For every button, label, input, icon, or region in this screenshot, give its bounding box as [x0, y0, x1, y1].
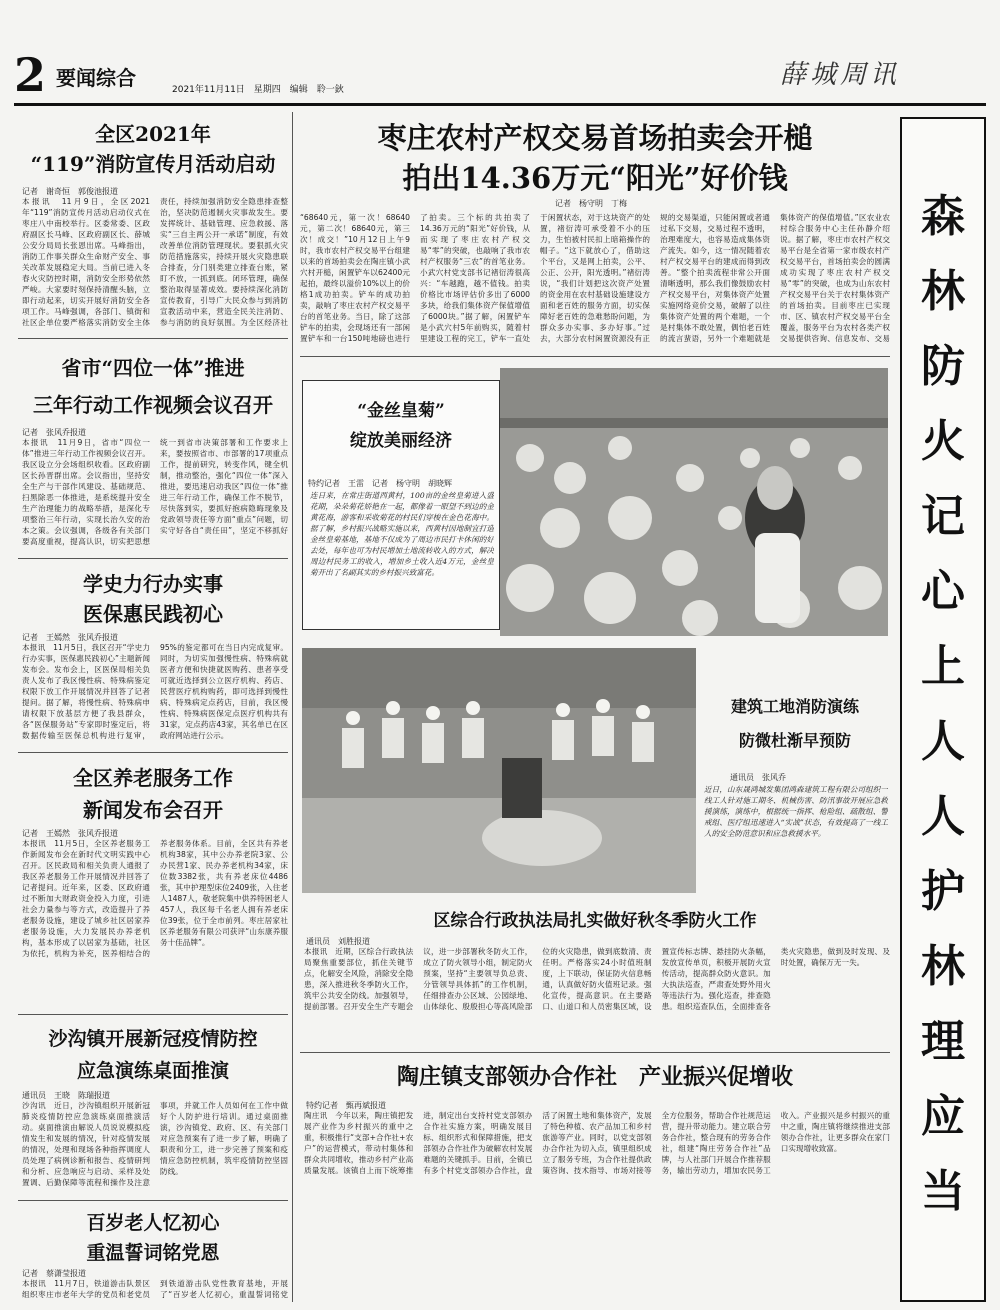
article-title: 学史力行办实事 — [83, 572, 223, 596]
article-title: 应急演练桌面推演 — [76, 1060, 229, 1082]
article-title: “119”消防宣传月活动启动 — [30, 152, 276, 176]
article-title: 区综合行政执法局扎实做好秋冬季防火工作 — [433, 911, 757, 931]
slogan-text: 森林防火记心上人人护林理应当 — [921, 191, 965, 1217]
article-byline: 通讯员 王晓 陈瑞报道 — [22, 1091, 110, 1100]
article-divider — [18, 752, 288, 753]
article-title: 省市“四位一体”推进 — [61, 356, 245, 380]
lead-byline: 记者 杨守明 丁梅 — [555, 199, 627, 208]
feature-title: “金丝皇菊” — [357, 401, 445, 421]
chrysanthemum-photo — [500, 368, 888, 636]
article-divider — [18, 1014, 288, 1015]
issue-meta: 2021年11月11日 星期四 编辑 聆一鈥 — [172, 85, 344, 95]
article-title: 陶庄镇支部领办合作社 产业振兴促增收 — [396, 1064, 793, 1090]
lead-body: “68640元，第一次！68640元，第二次！68640元，第三次！成交！”10月12日上午9时，我市农村产权交易平台组建以来的首场拍卖会在陶庄镇小武穴村开槌，闲置铲车以62400元起拍，最终以溢价10%以上的价格1成功拍卖。铲车的成功拍卖，敲响了枣庄农村产权交易平台的首笔业务。当日，除了这部铲车的拍卖，会现场还有一部闲置铲车和一台150吨地磅也进行了拍卖。三个标的共拍卖了14.36万元的“阳光”好价钱，从而实现了枣庄农村产权交易“零”的突破，也敲响了我市农村产权服务“三农”的首笔业务。小武穴村党支部书记褚衍涛很高兴：“车越跑，越不值钱。拍卖价格比市场评估价多出了6000多块，给我们集体资产保值增值了6000块。”据了解，闲置铲车是小武穴村5年前购买，随着村里建设工程的完工，铲车一直处于闲置状态，对于这块资产的处置，褚衍涛可承受着不小的压力，生怕被村民扣上暗箱操作的帽子。“这下就放心了，借助这个平台，又是网上拍卖，公平、公正、公开，阳光透明。”褚衍涛说，“我们计划把这次资产处置的资金用在农村基础设施建设方面和老百姓的服务方面，切实保障好老百姓的急难愁盼问题，为群众多办实事、多办好事。”过去，大部分农村闲置资源没有正规的交易渠道，只能闲置或者通过私下交易，交易过程不透明，治理难度大，也容易造成集体资产流失。如今，这一情况随着农村产权交易平台的建成而得到改善。“整个拍卖流程非常公开面清晰透明，那么我们像鼓励农村产权交易平台，对集体资产处置实施网络竞价交易，破解了以往集体资产处置的两个难题，一个是村集体不敢处置，偶怕老百姓的流言蜚语，另外一个难题就是集体资产的保值增值。”区农业农村综合服务中心主任孙静介绍说。据了解，枣庄市农村产权交易平台是全省第一家市级农村产权交易平台，首场拍卖会的圆满成功实现了枣庄农村产权交易“零”的突破，也成为山东农村产权交易平台关于农村集体资产的首场拍卖。目前枣庄已实现市、区、镇农村产权交易平台全覆盖，服务平台为农村各类产权交易提供咨询、信息发布、交易 — [300, 213, 890, 343]
feature-title: 绽放美丽经济 — [350, 431, 452, 451]
feature-byline: 特约记者 王雷 记者 杨守明 胡晓辉 — [308, 479, 452, 488]
fire-drill-photo — [302, 648, 696, 893]
article-byline: 记者 王嫣然 张风乔报道 — [22, 633, 118, 642]
article-body: 本报讯 11月5日，我区召开“学史力行办实事，医保惠民践初心”主题新闻发布会。发布会上，区医保局相关负责人发布了我区慢性病、特殊病鉴定权限下放工作开展情况并回答了记者提问。据了解，将慢性病、特殊病申请权限下放基层方便了我县群众，各“医保服务站”专家即时鉴定后，将数据传输至医保总机构进行复审，95%的鉴定都可在当日内完成复审。同时，为切实加强慢性病、特殊病就医者方便和快捷就医购药、患者享受可就近选择到公立医疗机构、药店、民营医疗机构购药，即可选择到慢性病、特殊病定点药店，目前，我区慢性病、特殊病医保定点医疗机构共有31家，定点药店43家，其名单已在区政府网站进行公示。 — [22, 643, 288, 740]
article-divider — [18, 558, 288, 559]
slogan-box — [900, 117, 986, 1302]
article-body: 陶庄讯 今年以来，陶庄镇把发展产业作为乡村振兴的重中之重，积极推行“支部+合作社+农户”的运营模式，带动村集体和群众共同增收，推动乡村产业高质量发展。该镇自上而下统筹推进，制定出台支持村党支部领办合作社实施方案，明确发展目标、组织形式和保障措施，把支部领办合作社作为破解农村发展难题的关键抓手。目前，全镇已有多个村党支部领办合作社，盘活了闲置土地和集体资产，发展了特色种植、农产品加工和乡村旅游等产业。同时，以党支部领办合作社为切入点，镇里组织成立了服务专班，为合作社提供政策咨询、技术指导、市场对接等全方位服务，帮助合作社规范运营，提升带动能力。建立联合劳务合作社，整合现有的劳务合作社，组建“陶庄劳务合作社”品牌，与人社部门开展合作推荐服务，输出劳动力，增加农民务工收入。产业振兴是乡村振兴的重中之重，陶庄镇将继续推进支部领办合作社，让更多群众在家门口实现增收致富。 — [304, 1111, 890, 1175]
article-byline: 记者 蔡潇莹报道 — [22, 1269, 86, 1278]
article-title: 百岁老人忆初心 — [86, 1212, 220, 1234]
article-byline: 记者 王嫣然 张风乔报道 — [22, 829, 118, 838]
section-title: 要闻综合 — [56, 66, 136, 90]
article-title: 全区养老服务工作 — [73, 766, 233, 790]
article-byline: 记者 谢奇恒 郭俊池报道 — [22, 187, 118, 196]
article-body: 本报讯 11月9日，省市“四位一体”推进三年行动工作视频会议召开。我区设立分会场组织收看。区政府副区长孙晋群出席。会议指出，坚持安全生产与干部作风建设、基础规范、扫黑除恶一体推进，是系统提升安全生产治理能力的战略举措，是深化专项整治三年行动，实现长治久安的治本之策。会议强调，各级各有关部门要高度重视，提高认识，切实把思想统一到省市决策部署和工作要求上来，要按照省市、市部署的17项重点工作，提前研究，转变作风，键全机制，推动整治，强化“四位一体”深入推进，要迅速启动我区“四位一体”推进三年行动工作，确保工作不脱节，尽快落到实，要抓好抱病隐晦现象及党政领导责任等方面“重点”问题，切实守好各自“责任田”，坚定不移抓好 — [22, 438, 288, 546]
fire-drill-title: 防微杜渐早预防 — [738, 731, 851, 750]
fire-drill-title: 建筑工地消防演练 — [730, 697, 859, 716]
article-divider — [18, 1200, 288, 1201]
lead-title: 枣庄农村产权交易首场拍卖会开槌 — [377, 121, 813, 155]
feature-body: 连日来，在常庄街道西黄村，100亩的金丝皇菊进入盛花期，朵朵菊花娇艳在一起，都像着一眼望不到边的金黄花海，游客和采收菊花的村民们穿梭在金色花海中。据了解，乡村振兴战略实施以来，西黄村因地制宜打造金丝皇菊基地，基地不仅成为了周边市民打卡休闲的好去处，每年也可为村民增加土地流转收入的方式，解决周边村民务工的收入，增加乡土收入近4万元，金丝皇菊开出了名副其实的乡村振兴致富花。 — [310, 491, 494, 577]
article-body: 本报讯 11月7日，铁道游击队景区组织枣庄市老年大学的党员和老党员到铁道游击队党性教育基地，开展了“百岁老人忆初心，重温誓词铭党 — [22, 1279, 288, 1299]
article-byline: 通讯员 刘胜报道 — [306, 937, 370, 946]
article-title: 重温誓词铭党恩 — [86, 1242, 220, 1264]
header-rule — [14, 103, 986, 106]
article-divider — [300, 1052, 890, 1053]
article-body: 本报讯 近期，区综合行政执法局聚焦重要部位，抓住关键节点，化解安全风险，消除安全隐患，深入推进秋冬季防火工作，筑牢公共安全防线。加强领导，提前部署。召开安全生产专题会议，进一步部署秋冬防火工作，成立了防火领导小组，制定防火预案，坚持“主要领导负总责、分管领导具体抓”的工作机制，任细排查办公区域、公园绿地、山体绿化、殷殷担心等高风险部位的火灾隐患，做到底数清、责任明。严格落实24小时值班制度，上下联动，保证防火信息畅通，认真做好防火值班记录。强化宣传，提高意识。在主要路口、山道口和人员密集区域，设置宣传标志牌、悬挂防火条幅，发放宣传单页，积极开展防火宣传活动，提高群众防火意识。加大执法巡查，严肃查处野外用火等违法行为。强化巡查，排查隐患。组织巡查队伍，全面排查各类火灾隐患，做到及时发现、及时处置，确保万无一失。 — [304, 947, 890, 1011]
article-title: 沙沟镇开展新冠疫情防控 — [48, 1028, 258, 1050]
article-title: 全区2021年 — [95, 122, 211, 146]
article-title: 新闻发布会召开 — [83, 798, 223, 822]
article-body: 本报讯 11月9日，全区2021年“119”消防宣传月活动启动仪式在枣庄八中南校举行。区委常委、区政府副区长马峰、区政府副区长、薛城公安分局局长张恩出席。马峰指出，消防工作事关群众生命财产安全、事关改革发展稳定大局。当前已进入冬春火灾防控时期，消防安全形势依然严峻。大家要时刻保持清醒头脑，立即行动起来，切实开展好消防安全各项工作。马峰强调，各部门、镇街和社区企单位要严格落实消防安全主体责任，持续加强消防安全隐患排查整治，坚决防范遏制火灾事故发生。要发挥统计、基础管理、应急救援、落实“三自主两公开一承诺”制度，有效改善单位消防管理现状。要狠抓火灾防范措施落实，持续开展火灾隐患联合排查，分门别类建立排查台账，紧盯不放，一抓到底。闭环管理，确保整治取得显著成效。要持续深化消防宣传教育，引导广大民众参与到消防宣教活动中来，营造全民关注消防、参与消防的良好氛围。为全区经济社 — [22, 197, 288, 327]
fire-drill-byline: 通讯员 张风乔 — [730, 773, 786, 782]
article-body: 沙沟讯 近日，沙沟镇组织开展新冠肺炎疫情防控应急演练桌面推演活动。桌面推演由解说人员说说模拟疫情发生和发展的情况，针对疫情发展的情况，处理和现场各种指挥调度人员处理了病例诊断和报告、疫情研判和分析、应急响应与启动、采样及处置调、后勤保障等流程和操作及注意事项，并就工作人员如何在工作中做好个人防护进行培训。通过桌面推演，沙沟镇党、政府、区、有关部门对应急预案有了进一步了解，明确了职责和分工，进一步完善了预案和疫情应急防控机制，筑牢疫情防控坚固防线。 — [22, 1101, 288, 1187]
article-divider — [300, 356, 890, 357]
article-byline: 记者 张风乔报道 — [22, 428, 86, 437]
page-number: 2 — [14, 48, 47, 102]
article-title: 三年行动工作视频会议召开 — [33, 393, 273, 417]
article-title: 医保惠民践初心 — [83, 602, 223, 626]
lead-title: 拍出14.36万元“阳光”好价钱 — [402, 161, 788, 195]
article-body: 本报讯 11月5日，全区养老服务工作新闻发布会在新时代文明实践中心召开。区民政局和相关负责人通报了我区养老服务工作开展情况并回答了记者提问。近年来，区委、区政府通过不断加大财政资金投入力度，引进社会力量参与等方式，改造提升了养老服务设施，建设了城乡社区居家养老服务设施，大力发展民办养老机构，基本形成了以居家为基础，社区为依托，机构为补充，医养相结合的养老服务体系。目前，全区共有养老机构38家，其中公办养老院3家、公办民营1家、民办养老机构34家，床位数3382张，共有养老床位4486张，其中护理型床位2409张，入住老人1487人，敬老院集中供养特困老人457人，我区每千名老人拥有养老床位39张，位于全市前列。枣庄居家社区养老服务有限公司获评“山东康养服务十佳品牌”。 — [22, 839, 288, 958]
article-divider — [18, 338, 288, 339]
article-byline: 特约记者 甄再斌报道 — [306, 1101, 386, 1110]
column-divider — [292, 112, 293, 1302]
fire-drill-body: 近日，山东晟鸿城发集团鸿森建筑工程有限公司组织一线工人针对施工期冬、机械伤害、防汛事故开展应急救援演练，演练中，根据统一指挥、枪险组、疏散组、警戒组、医疗组迅速进入“实战”状态，有效提高了一线工人的安全防范意识和应急救援水平。 — [704, 785, 888, 838]
paper-brand: 薛城周讯 — [780, 60, 901, 90]
